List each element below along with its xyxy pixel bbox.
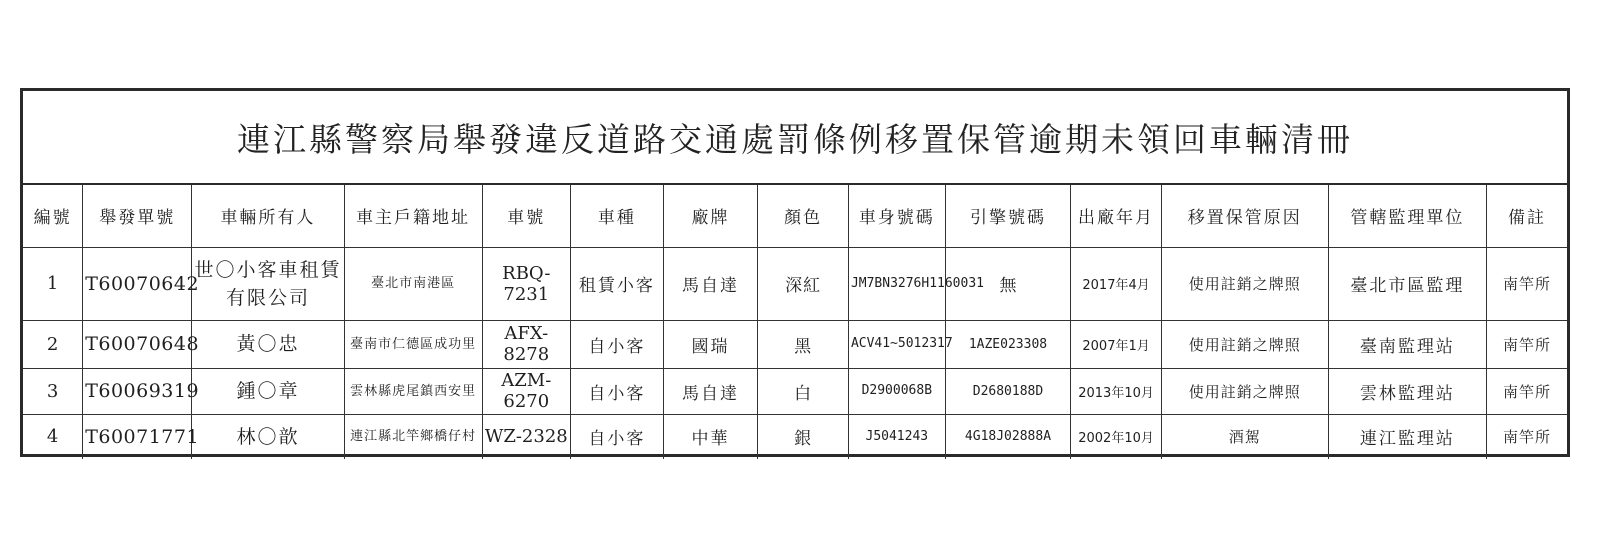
manufacture-date: 2017年4月	[1071, 247, 1162, 320]
vehicle-color: 黑	[758, 320, 849, 368]
header-cell-station: 管轄監理單位	[1328, 185, 1487, 247]
vin-number: D2900068B	[848, 368, 945, 414]
vehicle-kind: 自小客	[571, 414, 664, 459]
vin-number: J5041243	[848, 414, 945, 459]
table-header-row	[23, 185, 1567, 247]
jurisdiction-station: 雲林監理站	[1328, 368, 1487, 414]
header-cell-reason: 移置保管原因	[1161, 185, 1328, 247]
table-row	[23, 414, 1567, 459]
bill-number: T60071771	[83, 414, 192, 459]
jurisdiction-station: 連江監理站	[1328, 414, 1487, 459]
owner-address: 雲林縣虎尾鎮西安里	[344, 368, 482, 414]
row-number: 3	[23, 368, 83, 414]
header-cell-bill: 舉發單號	[83, 185, 192, 247]
owner-address: 連江縣北竿鄉橋仔村	[344, 414, 482, 459]
vin-number: JM7BN3276H1160031	[848, 247, 945, 320]
plate-number: AZM-6270	[482, 368, 571, 414]
plate-number: WZ-2328	[482, 414, 571, 459]
vehicle-table	[23, 185, 1567, 459]
vehicle-color: 銀	[758, 414, 849, 459]
owner-address: 臺北市南港區	[344, 247, 482, 320]
jurisdiction-station: 臺南監理站	[1328, 320, 1487, 368]
remark: 南竿所	[1487, 320, 1567, 368]
jurisdiction-station: 臺北市區監理	[1328, 247, 1487, 320]
vehicle-kind: 自小客	[571, 320, 664, 368]
manufacture-date: 2007年1月	[1071, 320, 1162, 368]
owner-name: 林〇歆	[192, 414, 344, 459]
owner-name: 黃〇忠	[192, 320, 344, 368]
row-number: 1	[23, 247, 83, 320]
remark: 南竿所	[1487, 414, 1567, 459]
vehicle-brand: 國瑞	[663, 320, 758, 368]
vehicle-kind: 自小客	[571, 368, 664, 414]
header-cell-address: 車主戶籍地址	[344, 185, 482, 247]
header-cell-date: 出廠年月	[1071, 185, 1162, 247]
header-cell-brand: 廠牌	[663, 185, 758, 247]
impound-reason: 使用註銷之牌照	[1161, 368, 1328, 414]
impound-reason: 使用註銷之牌照	[1161, 247, 1328, 320]
header-cell-engine: 引擎號碼	[945, 185, 1071, 247]
vehicle-color: 深紅	[758, 247, 849, 320]
bill-number: T60070642	[83, 247, 192, 320]
header-cell-vin: 車身號碼	[848, 185, 945, 247]
impound-reason: 酒駕	[1161, 414, 1328, 459]
header-cell-note: 備註	[1487, 185, 1567, 247]
plate-number: AFX-8278	[482, 320, 571, 368]
remark: 南竿所	[1487, 247, 1567, 320]
table-row	[23, 247, 1567, 320]
vehicle-brand: 馬自達	[663, 368, 758, 414]
table-row	[23, 368, 1567, 414]
vin-number: ACV41~5012317	[848, 320, 945, 368]
impound-reason: 使用註銷之牌照	[1161, 320, 1328, 368]
header-cell-color: 顏色	[758, 185, 849, 247]
table-row	[23, 320, 1567, 368]
header-cell-kind: 車種	[571, 185, 664, 247]
document-title: 連江縣警察局舉發違反道路交通處罰條例移置保管逾期未領回車輛清冊	[23, 91, 1567, 185]
owner-name: 世〇小客車租賃有限公司	[192, 247, 344, 320]
vehicle-brand: 馬自達	[663, 247, 758, 320]
engine-number: 1AZE023308	[945, 320, 1071, 368]
bill-number: T60069319	[83, 368, 192, 414]
header-cell-owner: 車輛所有人	[192, 185, 344, 247]
header-cell-no: 編號	[23, 185, 83, 247]
owner-name: 鍾〇章	[192, 368, 344, 414]
row-number: 2	[23, 320, 83, 368]
remark: 南竿所	[1487, 368, 1567, 414]
vehicle-brand: 中華	[663, 414, 758, 459]
manufacture-date: 2013年10月	[1071, 368, 1162, 414]
vehicle-color: 白	[758, 368, 849, 414]
owner-address: 臺南市仁德區成功里	[344, 320, 482, 368]
engine-number: 4G18J02888A	[945, 414, 1071, 459]
vehicle-kind: 租賃小客	[571, 247, 664, 320]
engine-number: D2680188D	[945, 368, 1071, 414]
row-number: 4	[23, 414, 83, 459]
vehicle-register-document	[20, 88, 1570, 457]
manufacture-date: 2002年10月	[1071, 414, 1162, 459]
bill-number: T60070648	[83, 320, 192, 368]
header-cell-plate: 車號	[482, 185, 571, 247]
engine-number: 無	[945, 247, 1071, 320]
plate-number: RBQ-7231	[482, 247, 571, 320]
